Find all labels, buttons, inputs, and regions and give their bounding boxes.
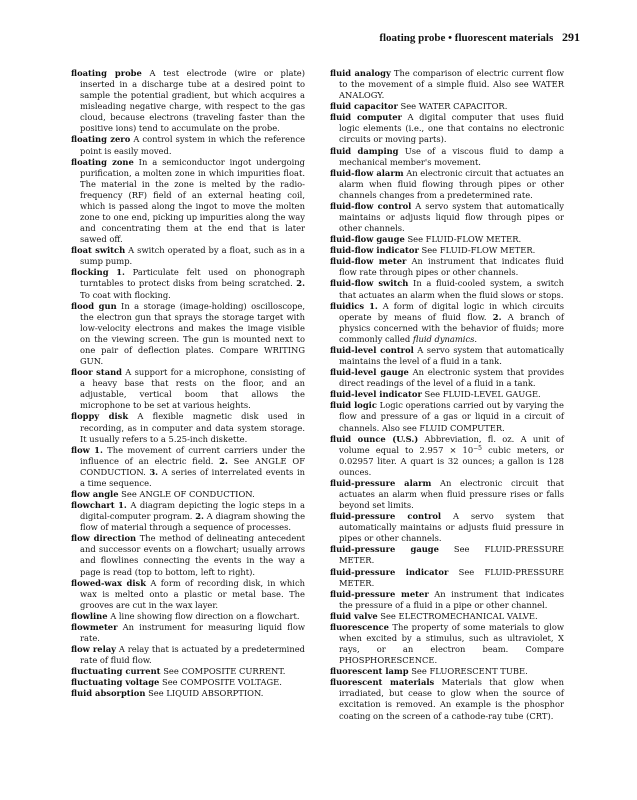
entry-term: fluid-flow meter <box>330 256 407 267</box>
entry-term: fluid-level gauge <box>330 367 409 378</box>
glossary-entry <box>330 301 564 345</box>
glossary-entry <box>71 611 305 622</box>
entry-term: flow angle <box>71 488 119 499</box>
entry-definition: A flexible magnetic disk used in recording, as in computer and data system storage. It usually refers to a 5.25-inch diskette. <box>80 411 305 444</box>
glossary-entry <box>71 688 305 699</box>
sense-number: 2. <box>492 311 502 322</box>
glossary-entry <box>71 245 305 267</box>
entry-term: fluidics <box>330 300 365 311</box>
entry-term: floating probe <box>71 68 142 78</box>
entry-term: floating zone <box>71 156 134 167</box>
entry-definition: A servo system that automatically maintains or adjusts liquid flow through pipes or other channels. <box>339 200 564 234</box>
glossary-entry <box>330 234 564 245</box>
glossary-entry <box>330 345 564 367</box>
entry-term: fluid-flow control <box>330 200 412 211</box>
glossary-entry <box>71 301 305 367</box>
entry-definition: An electronic circuit that actuates an alarm when fluid flowing through pipes or other channels changes from a predetermined rate. <box>339 167 564 200</box>
entry-definition: See COMPOSITE VOLTAGE. <box>162 677 282 688</box>
italic-term: fluid dynamics <box>412 333 475 344</box>
glossary-entry <box>330 201 564 234</box>
entry-term: fluid absorption <box>71 688 146 699</box>
glossary-entry <box>330 611 564 622</box>
sense-number: 3. <box>149 466 159 477</box>
left-column <box>71 68 305 699</box>
entry-definition: An electronic circuit that actuates an alarm when fluid pressure rises or falls beyond set limits. <box>339 477 565 511</box>
entry-term: fluid-pressure indicator <box>330 566 449 577</box>
glossary-entry <box>330 666 564 677</box>
entry-definition: See FLUORESCENT TUBE. <box>411 666 528 677</box>
entry-definition: See FLUID-FLOW METER. <box>407 234 522 245</box>
exponent: −5 <box>473 444 482 452</box>
entry-term: flowed-wax disk <box>71 577 147 588</box>
entry-definition: A digital computer that uses fluid logic elements (i.e., one that contains no electronic circuits or moving parts). <box>339 112 564 145</box>
glossary-entry <box>71 677 305 688</box>
entry-term: fluid-level indicator <box>330 389 422 400</box>
glossary-entry <box>71 157 305 246</box>
entry-term: flocking <box>71 267 109 278</box>
entry-definition: To coat with flocking. <box>80 289 171 300</box>
glossary-entry <box>330 168 564 201</box>
entry-definition: See ELECTROMECHANICAL VALVE. <box>380 610 538 621</box>
entry-definition: Logic operations carried out by varying the flow and pressure of a gas or liquid in a circuit of channels. Also see FLUID COMPUTER. <box>339 400 564 433</box>
glossary-entry <box>330 434 564 478</box>
glossary-entry <box>330 245 564 256</box>
glossary-entry <box>71 489 305 500</box>
glossary-entry <box>71 533 305 577</box>
entry-definition: The method of delineating antecedent and successor events on a flowchart; usually arrows and flowlines connecting the events in the way a page is read (top to bottom, left to right). <box>80 533 305 577</box>
entry-definition: See LIQUID ABSORPTION. <box>148 688 264 699</box>
glossary-entry <box>330 677 564 721</box>
entry-term: fluid-flow switch <box>330 278 409 289</box>
entry-term: fluid ounce (U.S.) <box>330 433 419 444</box>
entry-term: flowchart <box>71 500 115 511</box>
entry-term: fluid-pressure alarm <box>330 477 432 488</box>
entry-definition: Particulate felt used on phonograph turntables to protect disks from being scratched. <box>80 267 306 289</box>
sense-number: 2. <box>195 511 204 522</box>
entry-term: fluctuating voltage <box>71 677 160 688</box>
entry-term: flow direction <box>71 533 137 544</box>
entry-definition: See FLUID-PRESSURE METER. <box>339 544 564 566</box>
entry-definition: The comparison of electric current flow to the movement of a simple fluid. Also see WATER ANALOGY. <box>339 68 564 101</box>
glossary-entry <box>330 146 564 168</box>
entry-term: fluid computer <box>330 112 402 123</box>
glossary-entry <box>71 500 305 533</box>
entry-definition: A branch of physics concerned with the behavior of fluids; more commonly called <box>339 311 565 344</box>
glossary-entry <box>330 389 564 400</box>
entry-term: flow relay <box>71 644 117 655</box>
entry-term: float switch <box>71 245 126 256</box>
glossary-entry <box>71 622 305 644</box>
entry-definition: A control system in which the reference point is easily moved. <box>80 134 306 156</box>
entry-definition: The property of some materials to glow when excited by a stimulus, such as ultraviolet, X rays, or an electron beam. Compare PHOSPHORESCENCE. <box>339 621 564 666</box>
entry-definition: A form of recording disk, in which wax is melted onto a plastic or metal base. The grooves are cut in the wax layer. <box>80 577 306 610</box>
sense-number: 1. <box>118 500 127 511</box>
entry-term: fluid-flow indicator <box>330 245 419 256</box>
entry-definition: An instrument for measuring liquid flow rate. <box>80 621 305 643</box>
entry-term: floor stand <box>71 367 122 378</box>
entry-definition: A series of interrelated events in a time sequence. <box>80 466 305 488</box>
glossary-entry <box>71 267 305 300</box>
entry-term: flow <box>71 444 90 455</box>
sense-number: 1. <box>369 300 378 311</box>
glossary-entry <box>330 278 564 300</box>
entry-term: fluid analogy <box>330 68 391 78</box>
entry-definition: A support for a microphone, consisting of a heavy base that rests on the floor, and an adjustable, vertical boom that allows the microphone to be set at various heights. <box>80 367 305 411</box>
entry-term: fluid-pressure gauge <box>330 544 439 555</box>
entry-definition: See ANGLE OF CONDUCTION. <box>121 488 255 499</box>
glossary-entry <box>330 400 564 433</box>
entry-definition: cubic meters, or 0.02957 liter. A quart is 32 ounces; a gallon is 128 ounces. <box>339 444 565 477</box>
sense-number: 2. <box>219 455 228 466</box>
glossary-entry <box>330 567 564 589</box>
entry-definition: See FLUID-LEVEL GAUGE. <box>424 389 541 400</box>
glossary-entry <box>71 644 305 666</box>
right-column <box>330 68 564 722</box>
glossary-entry <box>71 578 305 611</box>
glossary-entry <box>330 544 564 566</box>
entry-definition: A line showing flow direction on a flowchart. <box>110 610 300 621</box>
entry-definition: In a semiconductor ingot undergoing purification, a molten zone in which impurities float. The material in the zone is melted by the radio-frequency (RF) field of an external heating coil, which is passed along the ingot to move the molten zone to one end, picking up impurities along the way and concentrating them at the end that is later sawed off. <box>80 156 305 245</box>
entry-term: fluid-level control <box>330 344 414 355</box>
glossary-entry <box>330 622 564 666</box>
sense-number: 2. <box>296 278 305 289</box>
entry-definition: A servo system that automatically maintains or adjusts fluid pressure in pipes or other channels. <box>339 511 565 544</box>
glossary-entry <box>71 134 305 156</box>
glossary-entry <box>71 445 305 489</box>
entry-definition: A switch operated by a float, such as in a sump pump. <box>80 245 305 267</box>
entry-definition: The movement of current carriers under the influence of an electric field. <box>80 444 306 466</box>
entry-term: fluorescent materials <box>330 677 435 688</box>
glossary-entry <box>330 589 564 611</box>
entry-term: fluorescence <box>330 621 389 632</box>
entry-term: fluorescent lamp <box>330 666 409 677</box>
glossary-entry <box>330 112 564 145</box>
entry-definition: An electronic system that provides direct readings of the level of a fluid in a tank. <box>339 367 565 389</box>
glossary-entry <box>330 256 564 278</box>
entry-definition: See ANGLE OF CONDUCTION. <box>80 455 305 477</box>
entry-term: floppy disk <box>71 411 129 422</box>
sense-number: 1. <box>94 444 103 455</box>
entry-definition: See FLUID-PRESSURE METER. <box>339 566 564 588</box>
entry-definition: In a storage (image-holding) oscilloscope, the electron gun that sprays the storage target with low-velocity electrons and makes the image visible on the viewing screen. The gun is mounted next to one pair of deflection plates. Compare WRITING GUN. <box>80 300 305 367</box>
glossary-entry <box>330 511 564 544</box>
entry-definition: Use of a viscous fluid to damp a mechanical member's movement. <box>339 145 564 167</box>
entry-term: fluid-flow gauge <box>330 234 405 245</box>
glossary-entry <box>330 68 564 101</box>
entry-term: flood gun <box>71 300 117 311</box>
glossary-entry <box>71 68 305 134</box>
entry-definition: An instrument that indicates the pressure of a fluid in a pipe or other channel. <box>339 588 564 610</box>
entry-punct: . <box>474 333 478 344</box>
entry-definition: A diagram showing the flow of material through a sequence of processes. <box>80 511 306 533</box>
entry-term: fluid capacitor <box>330 101 398 112</box>
entry-term: fluid-pressure meter <box>330 588 429 599</box>
glossary-entry <box>71 367 305 411</box>
entry-definition: See COMPOSITE CURRENT. <box>163 666 286 677</box>
entry-term: fluid-flow alarm <box>330 167 404 178</box>
entry-definition: A diagram depicting the logic steps in a digital-computer program. <box>80 500 305 522</box>
running-title: floating probe • fluorescent materials <box>379 32 554 44</box>
sense-number: 1. <box>116 267 125 278</box>
entry-definition: Materials that glow when irradiated, but cease to glow when the source of excitation is removed. An example is the phosphor coating on the screen of a cathode-ray tube (CRT). <box>339 677 564 721</box>
page-number: 291 <box>562 30 580 44</box>
running-header <box>70 30 580 45</box>
glossary-entry <box>330 478 564 511</box>
entry-term: fluid-pressure control <box>330 511 442 522</box>
entry-term: fluid damping <box>330 145 399 156</box>
entry-definition: A test electrode (wire or plate) inserted in a discharge tube at a desired point to sample the potential gradient, but which acquires a misleading negative charge, with respect to the gas cloud, because electrons (traveling faster than the positive ions) tend to accumulate on the probe. <box>80 68 306 134</box>
glossary-entry <box>330 367 564 389</box>
glossary-entry <box>71 666 305 677</box>
entry-definition: A relay that is actuated by a predetermined rate of fluid flow. <box>80 644 305 666</box>
entry-term: flowmeter <box>71 621 118 632</box>
entry-definition: Abbreviation, fl. oz. A unit of volume equal to 2.957 × 10 <box>339 433 564 455</box>
entry-definition: A servo system that automatically maintains the level of a fluid in a tank. <box>339 344 564 367</box>
entry-term: flowline <box>71 610 108 621</box>
entry-definition: In a fluid-cooled system, a switch that actuates an alarm when the fluid slows or stops. <box>339 278 564 300</box>
entry-term: fluid valve <box>330 610 378 621</box>
glossary-entry <box>71 411 305 444</box>
entry-definition: An instrument that indicates fluid flow rate through pipes or other channels. <box>339 256 564 278</box>
entry-term: fluid logic <box>330 400 377 411</box>
entry-definition: See WATER CAPACITOR. <box>400 101 508 112</box>
glossary-entry <box>330 101 564 112</box>
entry-term: floating zero <box>71 134 131 145</box>
entry-definition: A form of digital logic in which circuits operate by means of fluid flow. <box>339 300 564 322</box>
entry-definition: See FLUID-FLOW METER. <box>421 245 536 256</box>
entry-term: fluctuating current <box>71 666 161 677</box>
